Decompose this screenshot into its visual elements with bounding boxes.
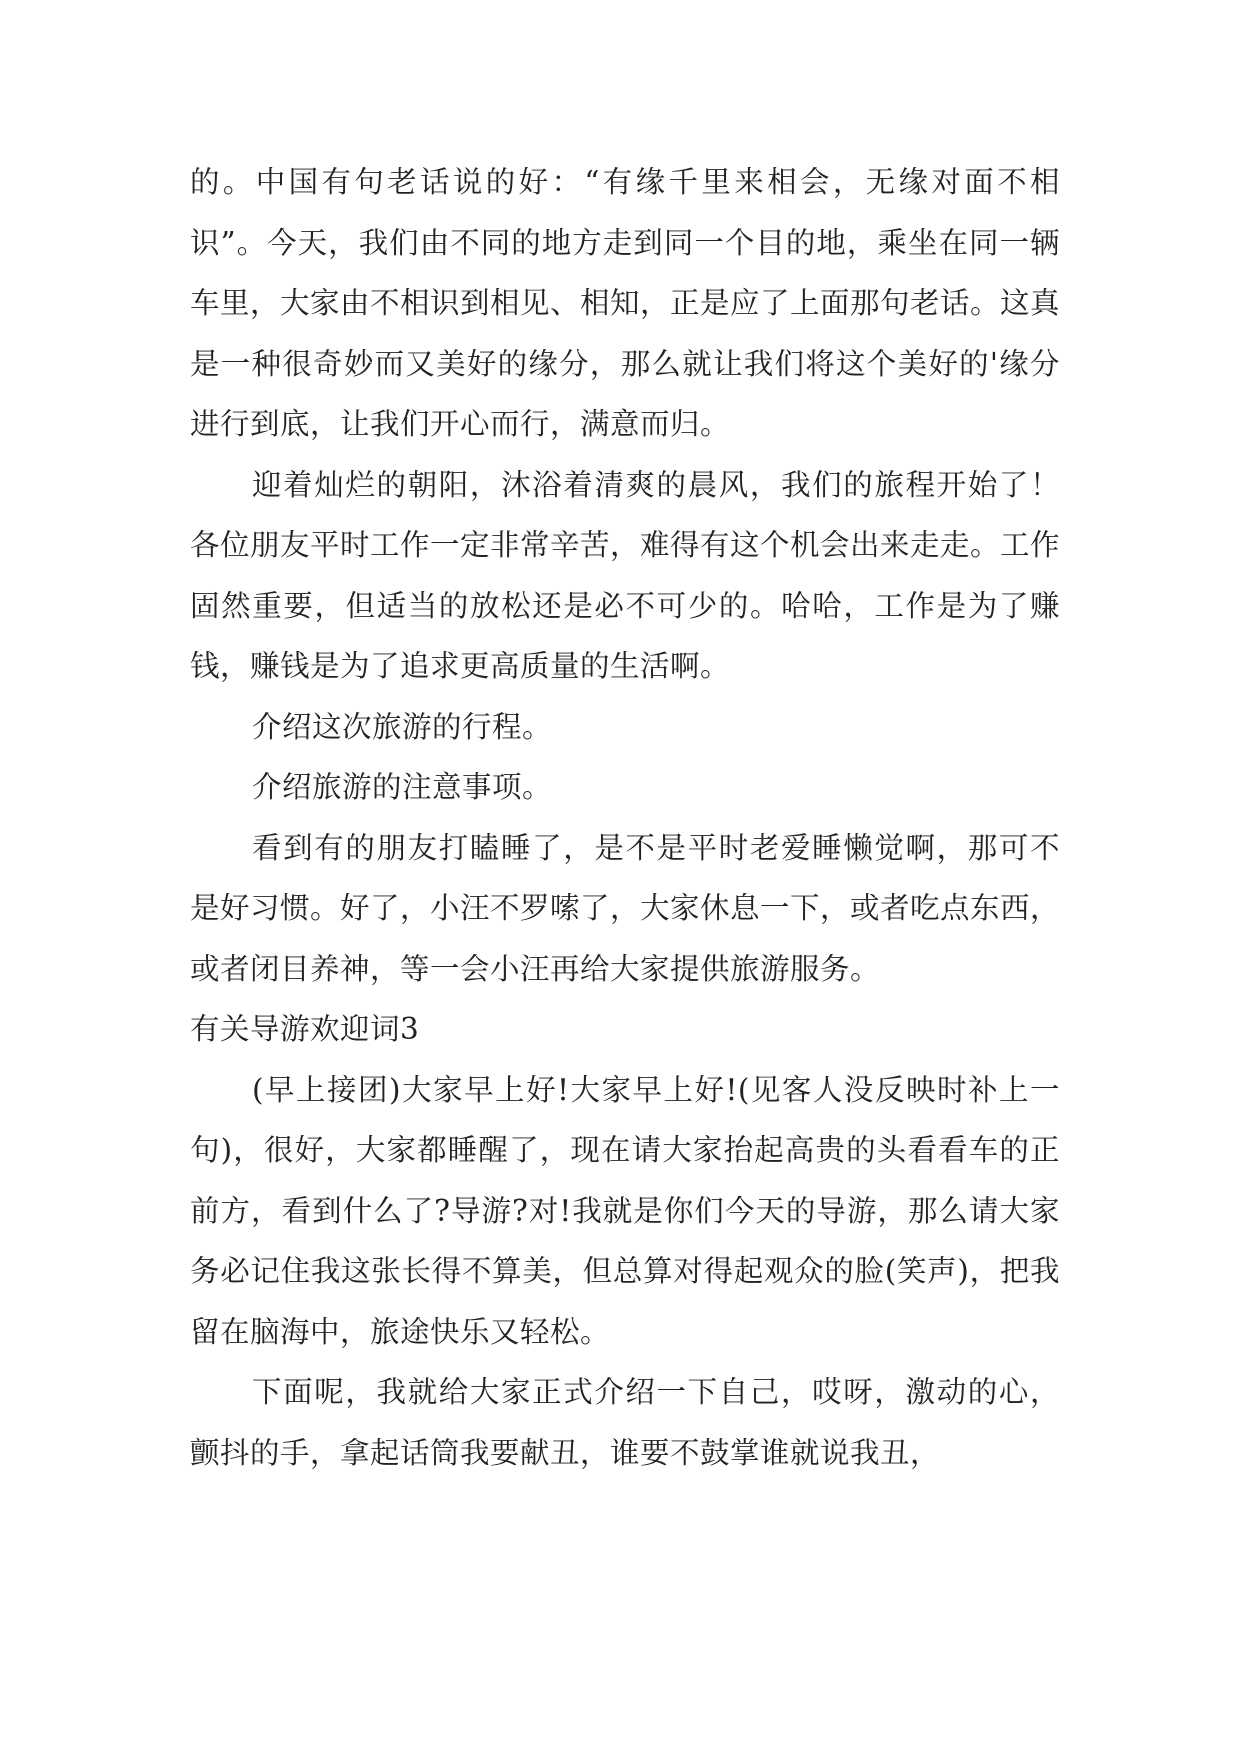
paragraph-5: 看到有的朋友打瞌睡了，是不是平时老爱睡懒觉啊，那可不是好习惯。好了，小汪不罗嗦了，大家休息一下，或者吃点东西，或者闭目养神，等一会小汪再给大家提供旅游服务。: [190, 830, 1061, 986]
paragraph-6: (早上接团)大家早上好!大家早上好!(见客人没反映时补上一句)，很好，大家都睡醒了，现在请大家抬起高贵的头看看车的正前方，看到什么了?导游?对!我就是你们今天的导游，那么请大家务必记住我这张长得不算美，但总算对得起观众的脸(笑声)，把我留在脑海中，旅途快乐又轻松。: [190, 1072, 1060, 1349]
document-body: [190, 152, 1060, 1483]
paragraph-7: 下面呢，我就给大家正式介绍一下自己，哎呀，激动的心，颤抖的手，拿起话筒我要献丑，谁要不鼓掌谁就说我丑，: [190, 1375, 1060, 1470]
paragraph-4: 介绍旅游的注意事项。: [252, 770, 553, 804]
paragraph-3: 介绍这次旅游的行程。: [252, 709, 553, 744]
section-heading: 有关导游欢迎词3: [190, 1012, 420, 1046]
paragraph-2: 迎着灿烂的朝阳，沐浴着清爽的晨风，我们的旅程开始了！各位朋友平时工作一定非常辛苦，难得有这个机会出来走走。工作固然重要，但适当的放松还是必不可少的。哈哈，工作是为了赚钱，赚钱是为了追求更高质量的生活啊。: [190, 467, 1061, 683]
paragraph-1: 的。中国有句老话说的好：“有缘千里来相会，无缘对面不相识”。今天，我们由不同的地方走到同一个目的地，乘坐在同一辆车里，大家由不相识到相见、相知，正是应了上面那句老话。这真是一种很奇妙而又美好的缘分，那么就让我们将这个美好的'缘分进行到底，让我们开心而行，满意而归。: [190, 165, 1061, 441]
